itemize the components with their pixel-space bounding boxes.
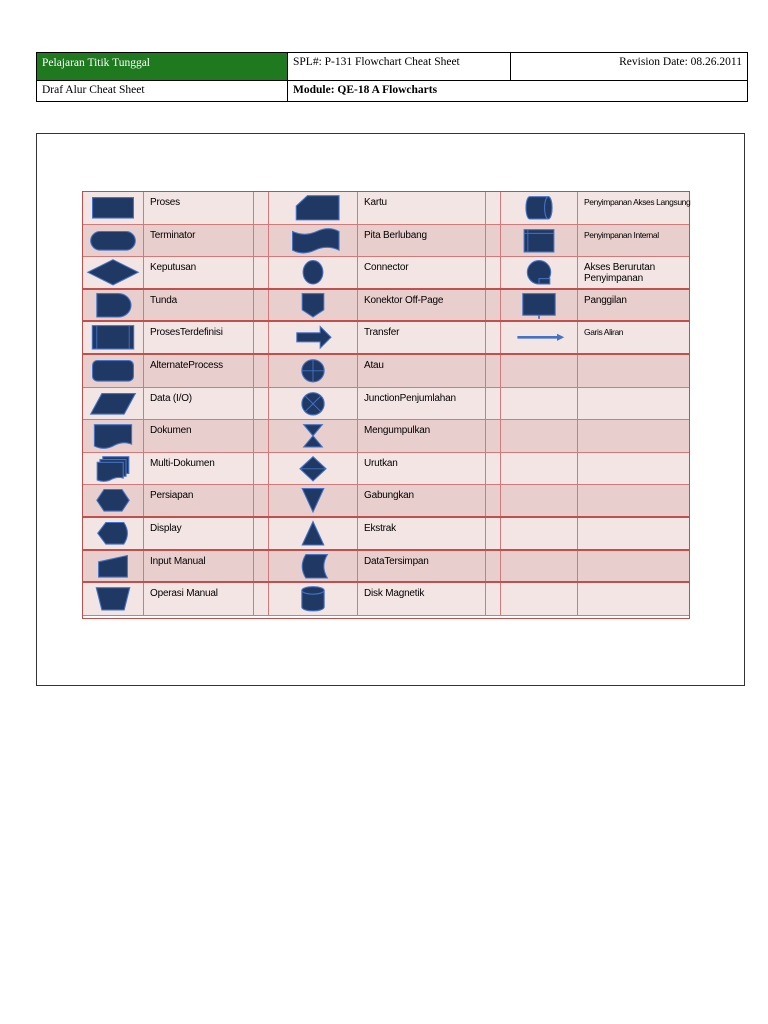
table-cell <box>501 192 578 224</box>
table-cell <box>254 290 269 321</box>
table-cell <box>83 518 144 549</box>
table-cell <box>501 551 578 582</box>
table-cell <box>358 518 486 549</box>
flow-line-icon <box>501 322 577 353</box>
table-cell <box>578 225 689 257</box>
table-cell <box>358 420 486 452</box>
table-cell <box>83 551 144 582</box>
table-cell <box>486 290 501 321</box>
table-cell <box>358 290 486 321</box>
table-cell <box>578 453 689 485</box>
connector-icon <box>269 257 357 288</box>
header-table <box>36 52 748 102</box>
table-cell <box>358 192 486 224</box>
table-cell <box>358 388 486 420</box>
table-cell <box>358 225 486 257</box>
symbol-label: Atau <box>364 360 384 371</box>
symbol-label: Tunda <box>150 294 177 306</box>
sort-icon <box>269 453 357 485</box>
symbol-label: Kartu <box>364 197 387 208</box>
table-cell <box>578 485 689 516</box>
manual-operation-icon <box>83 583 143 615</box>
table-cell <box>144 518 254 549</box>
table-cell <box>144 551 254 582</box>
table-cell <box>83 322 144 353</box>
symbol-label: Data (I/O) <box>150 392 192 404</box>
symbol-label: Penyimpanan Akses Langsung <box>584 197 691 207</box>
symbol-label: AlternateProcess <box>150 360 223 371</box>
table-cell <box>254 551 269 582</box>
symbol-label: Pita Berlubang <box>364 229 427 241</box>
predefined-process-icon <box>83 322 143 353</box>
symbol-label: Penyimpanan Internal <box>584 229 659 240</box>
terminator-icon <box>83 225 143 257</box>
table-cell <box>254 420 269 452</box>
table-cell <box>358 583 486 615</box>
process-icon <box>83 192 143 224</box>
table-cell <box>358 551 486 582</box>
table-cell <box>486 192 501 224</box>
table-cell <box>254 225 269 257</box>
symbol-label: Operasi Manual <box>150 588 218 600</box>
summing-junction-icon <box>269 388 357 420</box>
table-cell <box>501 583 578 615</box>
table-cell <box>578 322 689 353</box>
table-cell <box>83 192 144 224</box>
table-cell <box>144 322 254 353</box>
table-cell <box>501 290 578 321</box>
table-row <box>83 583 689 616</box>
table-cell <box>144 485 254 516</box>
off-page-connector-icon <box>269 290 357 321</box>
symbol-label: Proses <box>150 197 180 208</box>
manual-input-icon <box>83 551 143 582</box>
table-cell <box>578 420 689 452</box>
table-cell <box>144 420 254 452</box>
merge-icon <box>269 485 357 516</box>
multi-document-icon <box>83 453 143 485</box>
table-cell <box>269 518 358 549</box>
symbol-label: Transfer <box>364 327 400 339</box>
module-title: Module: QE-18 A Flowcharts <box>293 84 438 96</box>
table-cell <box>486 388 501 420</box>
table-cell <box>486 583 501 615</box>
symbol-label: Input Manual <box>150 555 206 567</box>
table-cell <box>254 355 269 387</box>
symbol-label: Urutkan <box>364 457 398 469</box>
table-cell <box>501 322 578 353</box>
spl-title: SPL#: P-131 Flowchart Cheat Sheet <box>288 53 511 81</box>
table-row <box>83 225 689 258</box>
table-cell <box>486 225 501 257</box>
alternate-process-icon <box>83 355 143 387</box>
subtitle: Draf Alur Cheat Sheet <box>37 81 288 101</box>
decision-icon <box>83 257 143 288</box>
table-cell <box>83 453 144 485</box>
table-cell <box>501 453 578 485</box>
table-cell <box>358 355 486 387</box>
symbol-table <box>82 191 690 619</box>
table-row <box>83 192 689 225</box>
table-cell <box>254 322 269 353</box>
table-cell <box>358 322 486 353</box>
table-cell <box>254 453 269 485</box>
table-cell <box>578 192 689 224</box>
table-row <box>83 518 689 551</box>
table-cell <box>254 192 269 224</box>
table-cell <box>269 290 358 321</box>
table-cell <box>269 485 358 516</box>
table-cell <box>501 355 578 387</box>
table-cell <box>144 225 254 257</box>
table-row <box>83 485 689 518</box>
symbol-label: Akses Berurutan Penyimpanan <box>584 262 655 285</box>
direct-access-storage-icon <box>501 192 577 224</box>
symbol-label: Garis Aliran <box>584 327 624 338</box>
table-cell <box>486 355 501 387</box>
table-cell <box>578 583 689 615</box>
symbol-label: Mengumpulkan <box>364 425 430 437</box>
table-cell <box>501 257 578 288</box>
table-cell <box>269 257 358 288</box>
table-cell <box>486 453 501 485</box>
table-cell <box>83 355 144 387</box>
extract-icon <box>269 518 357 549</box>
stored-data-icon <box>269 551 357 582</box>
table-row <box>83 290 689 323</box>
symbol-label: DataTersimpan <box>364 555 429 567</box>
symbol-label: Ekstrak <box>364 523 396 534</box>
symbol-label: JunctionPenjumlahan <box>364 392 456 404</box>
table-cell <box>578 290 689 321</box>
table-cell <box>144 583 254 615</box>
symbol-label: ProsesTerdefinisi <box>150 327 223 339</box>
table-cell <box>501 518 578 549</box>
table-cell <box>486 257 501 288</box>
sequential-access-storage-icon <box>501 257 577 288</box>
table-cell <box>269 192 358 224</box>
table-cell <box>358 257 486 288</box>
table-cell <box>254 583 269 615</box>
table-cell <box>269 551 358 582</box>
or-icon <box>269 355 357 387</box>
table-cell <box>144 257 254 288</box>
table-cell <box>358 453 486 485</box>
internal-storage-icon <box>501 225 577 257</box>
table-row <box>83 453 689 486</box>
table-cell <box>269 322 358 353</box>
school-name: Pelajaran Titik Tunggal <box>37 53 288 81</box>
table-cell <box>144 388 254 420</box>
table-cell <box>578 388 689 420</box>
table-row <box>83 355 689 388</box>
table-row <box>83 388 689 421</box>
table-cell <box>578 518 689 549</box>
table-cell <box>144 192 254 224</box>
table-cell <box>269 453 358 485</box>
table-row <box>83 420 689 453</box>
symbol-label: Panggilan <box>584 294 627 306</box>
table-cell <box>486 518 501 549</box>
table-cell <box>83 290 144 321</box>
symbol-label: Keputusan <box>150 262 197 274</box>
table-row <box>83 551 689 584</box>
symbol-label: Terminator <box>150 229 196 241</box>
punched-tape-icon <box>269 225 357 257</box>
magnetic-disk-icon <box>269 583 357 615</box>
table-cell <box>269 355 358 387</box>
symbol-label: Dokumen <box>150 425 192 437</box>
collate-icon <box>269 420 357 452</box>
table-cell <box>254 257 269 288</box>
table-cell <box>83 420 144 452</box>
table-cell <box>486 551 501 582</box>
table-cell <box>83 388 144 420</box>
table-row <box>83 257 689 290</box>
table-cell <box>501 388 578 420</box>
symbol-label: Connector <box>364 262 409 274</box>
table-cell <box>269 225 358 257</box>
table-cell <box>83 225 144 257</box>
table-cell <box>83 257 144 288</box>
table-cell <box>578 257 689 288</box>
table-cell <box>501 420 578 452</box>
table-cell <box>578 355 689 387</box>
callout-icon <box>501 290 577 321</box>
symbol-label: Persiapan <box>150 490 194 502</box>
table-cell <box>269 388 358 420</box>
card-icon <box>269 192 357 224</box>
table-cell <box>254 518 269 549</box>
symbol-label: Gabungkan <box>364 490 414 502</box>
table-cell <box>358 485 486 516</box>
delay-icon <box>83 290 143 321</box>
table-cell <box>486 485 501 516</box>
table-cell <box>486 322 501 353</box>
table-cell <box>254 485 269 516</box>
table-cell <box>83 583 144 615</box>
table-cell <box>144 290 254 321</box>
table-cell <box>254 388 269 420</box>
table-cell <box>578 551 689 582</box>
table-row <box>83 322 689 355</box>
table-cell <box>501 485 578 516</box>
table-cell <box>269 583 358 615</box>
table-cell <box>144 453 254 485</box>
symbol-label: Multi-Dokumen <box>150 457 215 469</box>
symbol-label: Disk Magnetik <box>364 588 425 600</box>
symbol-label: Konektor Off-Page <box>364 294 444 306</box>
table-cell <box>486 420 501 452</box>
document-icon <box>83 420 143 452</box>
symbol-label: Display <box>150 523 182 534</box>
display-icon <box>83 518 143 549</box>
table-cell <box>501 225 578 257</box>
table-cell <box>83 485 144 516</box>
transfer-arrow-icon <box>269 322 357 353</box>
table-cell <box>144 355 254 387</box>
table-cell <box>269 420 358 452</box>
data-io-icon <box>83 388 143 420</box>
revision-date: Revision Date: 08.26.2011 <box>511 53 747 81</box>
preparation-icon <box>83 485 143 516</box>
